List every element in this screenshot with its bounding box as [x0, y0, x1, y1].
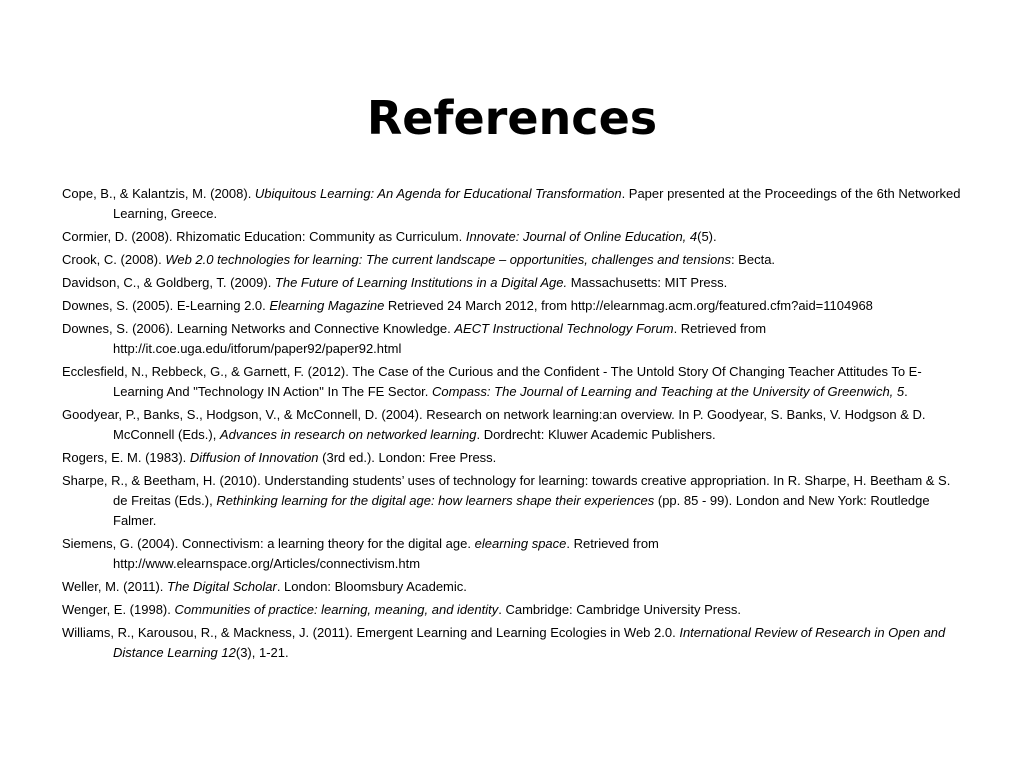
reference-list — [62, 184, 968, 666]
reference-item — [62, 273, 968, 293]
reference-text: . London: Bloomsbury Academic. — [276, 579, 467, 594]
reference-italic-title: Innovate: Journal of Online Education, 4 — [465, 229, 698, 244]
reference-text: Retrieved 24 March 2012, from http://elearnmag.acm.org/featured.cfm?aid=1104968 — [384, 298, 873, 313]
reference-italic-title: Ubiquitous Learning: An Agenda for Educational Transformation — [254, 186, 622, 201]
reference-text: Davidson, C., & Goldberg, T. (2009). — [62, 275, 275, 290]
reference-text: (pp. 85 - 99). London and New York: Routledge Falmer. — [113, 493, 930, 528]
reference-italic-title: Elearning Magazine — [269, 298, 385, 313]
reference-item — [62, 362, 968, 402]
reference-item — [62, 600, 968, 620]
reference-text: Downes, S. (2005). E-Learning 2.0. — [62, 298, 270, 313]
reference-text: Siemens, G. (2004). Connectivism: a learning theory for the digital age. — [62, 536, 475, 551]
reference-text: Williams, R., Karousou, R., & Mackness, J. (2011). Emergent Learning and Learning Ecologies in Web 2.0. — [62, 625, 680, 640]
reference-item — [62, 296, 968, 316]
reference-text: Cope, B., & Kalantzis, M. (2008). — [62, 186, 255, 201]
reference-text: Crook, C. (2008). — [62, 252, 166, 267]
slide-title: References — [366, 90, 658, 145]
reference-italic-title: Compass: The Journal of Learning and Teaching at the University of Greenwich, 5 — [432, 384, 905, 399]
reference-italic-title: Advances in research on networked learning — [219, 427, 477, 442]
reference-text: Downes, S. (2006). Learning Networks and Connective Knowledge. — [62, 321, 455, 336]
reference-item — [62, 471, 968, 531]
reference-text: (3), 1-21. — [235, 645, 289, 660]
reference-text: (3rd ed.). London: Free Press. — [318, 450, 497, 465]
reference-item — [62, 405, 968, 445]
reference-text: . Retrieved from http://www.elearnspace.org/Articles/connectivism.htm — [113, 536, 659, 571]
reference-text: Cormier, D. (2008). Rhizomatic Education: Community as Curriculum. — [62, 229, 466, 244]
reference-text: Massachusetts: MIT Press. — [567, 275, 728, 290]
reference-text: Rogers, E. M. (1983). — [62, 450, 190, 465]
reference-item — [62, 184, 968, 224]
reference-item — [62, 577, 968, 597]
reference-text: . Paper presented at the Proceedings of the 6th Networked Learning, Greece. — [113, 186, 961, 221]
reference-text: Weller, M. (2011). — [62, 579, 167, 594]
reference-italic-title: elearning space — [474, 536, 567, 551]
reference-item — [62, 448, 968, 468]
reference-text: Sharpe, R., & Beetham, H. (2010). Understanding students’ uses of technology for learning: towards creative appropriation. In R. Sharpe, H. Beetham & S. de Freitas (Eds.), — [62, 473, 951, 508]
reference-text: Goodyear, P., Banks, S., Hodgson, V., & McConnell, D. (2004). Research on network learning:an overview. In P. Goodyear, S. Banks, V. Hodgson & D. McConnell (Eds.), — [62, 407, 926, 442]
reference-text: Wenger, E. (1998). — [62, 602, 175, 617]
reference-italic-title: Communities of practice: learning, meaning, and identity — [174, 602, 499, 617]
reference-text: . Retrieved from http://it.coe.uga.edu/itforum/paper92/paper92.html — [113, 321, 767, 356]
reference-italic-title: AECT Instructional Technology Forum — [454, 321, 674, 336]
reference-italic-title: Diffusion of Innovation — [189, 450, 319, 465]
reference-italic-title: The Digital Scholar — [167, 579, 277, 594]
reference-text: . — [904, 384, 908, 399]
reference-italic-title: The Future of Learning Institutions in a Digital Age. — [274, 275, 568, 290]
reference-item — [62, 319, 968, 359]
reference-item — [62, 534, 968, 574]
reference-italic-title: Rethinking learning for the digital age: how learners shape their experiences — [216, 493, 655, 508]
reference-text: . Dordrecht: Kluwer Academic Publishers. — [476, 427, 716, 442]
reference-text: Ecclesfield, N., Rebbeck, G., & Garnett, F. (2012). The Case of the Curious and the Confident - The Untold Story Of Changing Teacher Attitudes To E-Learning And "Technology IN Action" In The FE Sector. — [62, 364, 922, 399]
reference-item — [62, 623, 968, 663]
reference-text: : Becta. — [730, 252, 776, 267]
reference-item — [62, 250, 968, 270]
reference-italic-title: Web 2.0 technologies for learning: The current landscape – opportunities, challenges and tensions — [165, 252, 731, 267]
reference-text: (5). — [697, 229, 717, 244]
reference-item — [62, 227, 968, 247]
reference-italic-title: International Review of Research in Open and Distance Learning 12 — [113, 625, 946, 660]
reference-text: . Cambridge: Cambridge University Press. — [498, 602, 741, 617]
